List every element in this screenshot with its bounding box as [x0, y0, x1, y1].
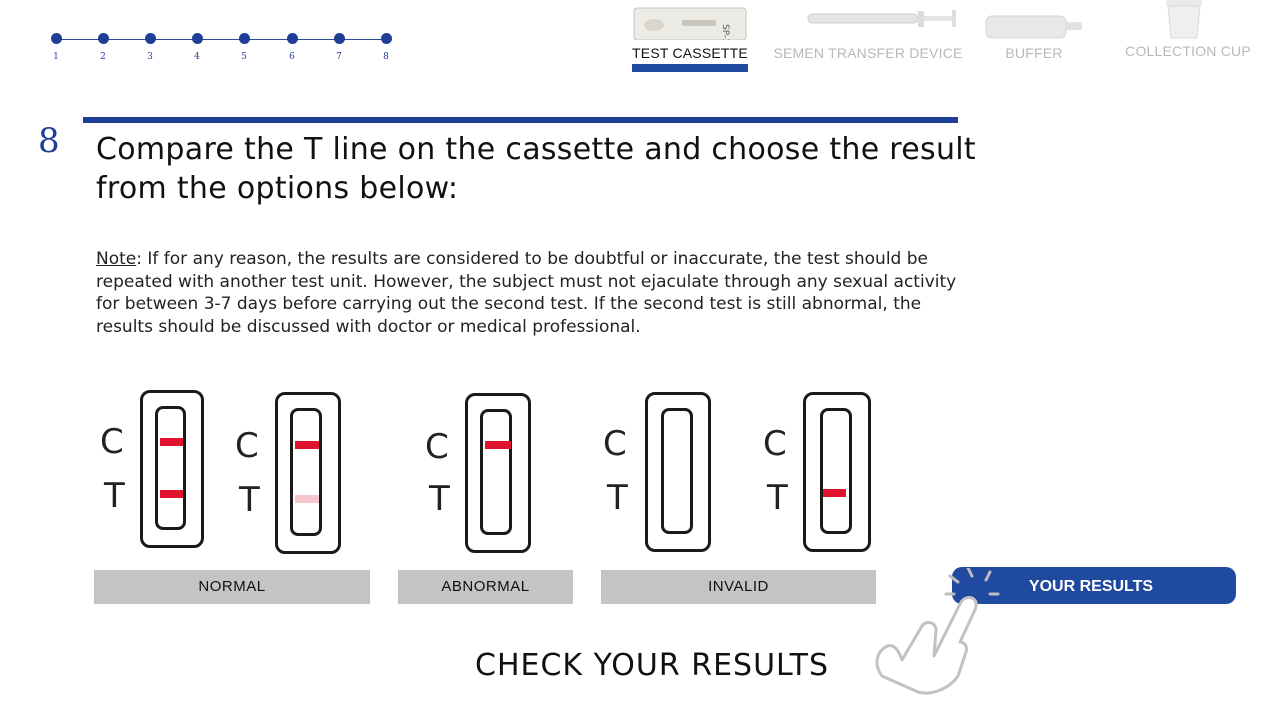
t-line-faint: [295, 495, 319, 503]
cassette-window: [155, 406, 186, 530]
kit-label: SEMEN TRANSFER DEVICE: [773, 45, 963, 61]
step-6[interactable]: [286, 33, 298, 62]
cassette-window: [661, 408, 693, 534]
cassette-window: [480, 409, 512, 535]
cassette-invalid-2: [763, 392, 873, 554]
step-5[interactable]: [238, 33, 250, 62]
step-number-label: 6: [289, 52, 295, 62]
step-number: 8: [38, 121, 60, 161]
note-lead: Note: [96, 249, 137, 269]
cassette-window: [290, 408, 322, 536]
check-your-results-text: CHECK YOUR RESULTS: [475, 648, 830, 683]
instruction-heading: Compare the T line on the cassette and choose the result from the options below:: [96, 132, 976, 206]
note-text: : If for any reason, the results are considered to be doubtful or inaccurate, the test should be repeated with another test unit. However, the subject must not ejaculate through any sexual activity for between 3-7 days before carrying out the second test. If the second test is still abnormal, the results should be discussed with doctor or medical professional.: [96, 249, 957, 337]
step-dot: [98, 33, 109, 44]
cassette-window: [820, 408, 852, 534]
cassette-invalid-1: [603, 392, 713, 554]
result-option-normal[interactable]: NORMAL: [94, 570, 370, 604]
test-cassette-image: [632, 0, 748, 40]
step-2[interactable]: [97, 33, 109, 62]
active-tab-indicator: [632, 64, 748, 72]
cassette-normal-2: [235, 392, 345, 556]
step-number-label: 7: [336, 52, 342, 62]
step-dot: [145, 33, 156, 44]
step-dot: [381, 33, 392, 44]
t-letter: T: [767, 478, 788, 518]
t-line: [160, 490, 183, 498]
t-letter: T: [607, 478, 628, 518]
c-line: [295, 441, 319, 449]
step-dot: [51, 33, 62, 44]
c-letter: C: [425, 427, 449, 467]
buffer-vial-image: [984, 0, 1084, 40]
your-results-button[interactable]: YOUR RESULTS: [952, 567, 1236, 604]
c-letter: C: [100, 422, 124, 462]
t-letter: T: [429, 479, 450, 519]
c-line: [485, 441, 511, 449]
hand-pointer-icon: [862, 568, 1002, 698]
cassette-print: SP-10: [720, 24, 730, 40]
step-progress: [50, 33, 390, 73]
step-dot: [287, 33, 298, 44]
c-letter: C: [235, 426, 259, 466]
kit-buffer[interactable]: [984, 0, 1084, 61]
syringe-image: [772, 0, 964, 40]
t-line: [823, 489, 846, 497]
section-divider: [83, 117, 958, 123]
c-letter: C: [763, 424, 787, 464]
step-3[interactable]: [144, 33, 156, 62]
step-dot: [334, 33, 345, 44]
c-letter: C: [603, 424, 627, 464]
collection-cup-image: [1120, 0, 1256, 40]
kit-label: COLLECTION CUP: [1125, 43, 1251, 59]
step-dot: [239, 33, 250, 44]
step-number-label: 3: [147, 52, 153, 62]
step-7[interactable]: [333, 33, 345, 62]
kit-collection-cup[interactable]: [1120, 0, 1256, 59]
note-paragraph: [96, 248, 976, 338]
step-dot: [192, 33, 203, 44]
step-number-label: 8: [383, 52, 389, 62]
kit-semen-transfer-device[interactable]: [772, 0, 964, 61]
result-option-abnormal[interactable]: ABNORMAL: [398, 570, 573, 604]
cassette-normal-1: [100, 390, 210, 552]
kit-label: TEST CASSETTE: [632, 45, 748, 61]
t-letter: T: [104, 476, 125, 516]
step-number-label: 4: [194, 52, 200, 62]
t-letter: T: [239, 480, 260, 520]
step-number-label: 1: [53, 52, 59, 62]
step-number-label: 2: [100, 52, 106, 62]
step-number-label: 5: [241, 52, 247, 62]
kit-test-cassette[interactable]: [632, 0, 748, 72]
result-option-invalid[interactable]: INVALID: [601, 570, 876, 604]
kit-label: BUFFER: [1005, 45, 1063, 61]
step-8[interactable]: [380, 33, 392, 62]
cassette-abnormal: [425, 393, 535, 555]
step-4[interactable]: [191, 33, 203, 62]
c-line: [160, 438, 183, 446]
step-1[interactable]: [50, 33, 62, 62]
